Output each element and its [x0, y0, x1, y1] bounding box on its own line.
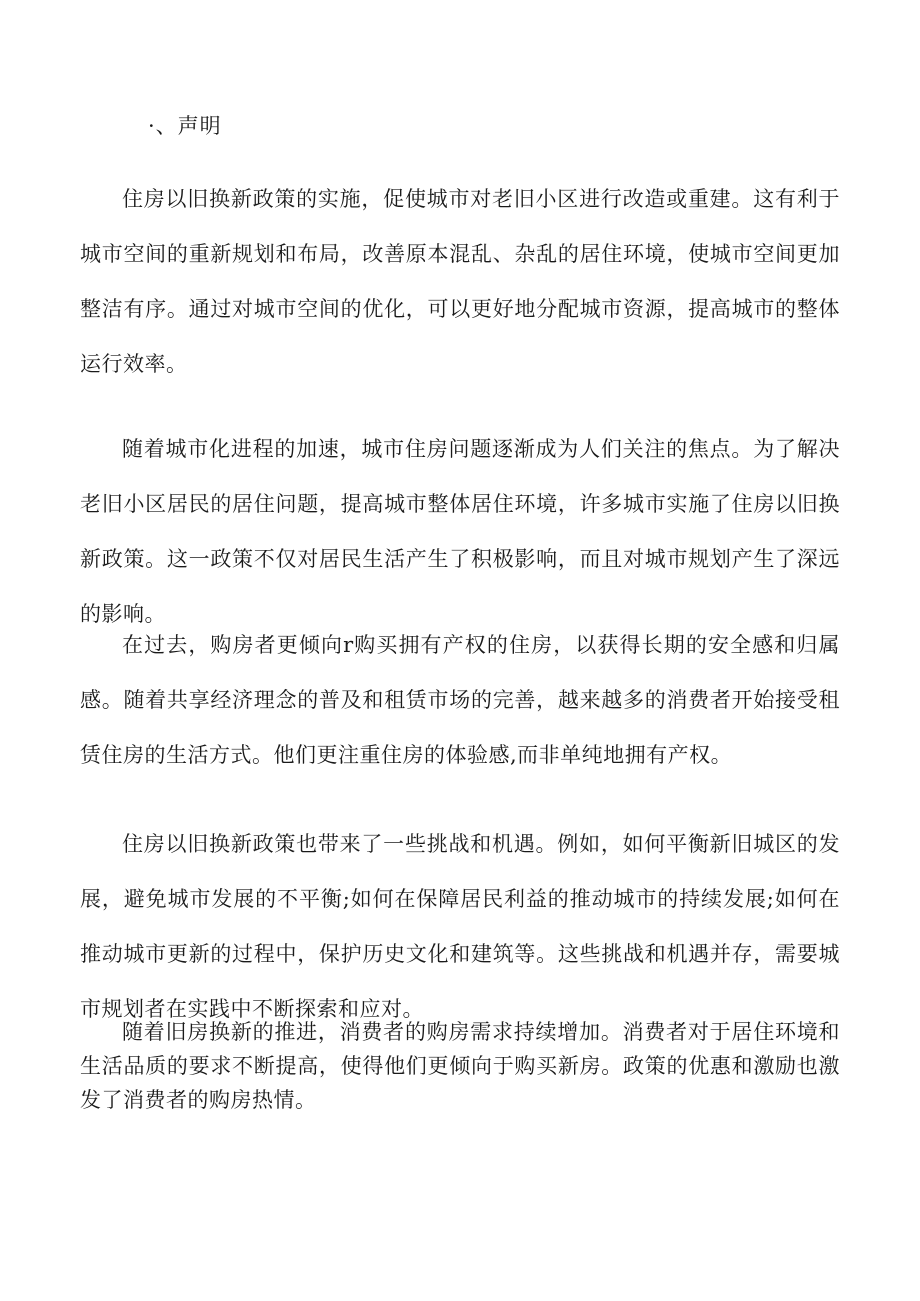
paragraph-4: 住房以旧换新政策也带来了一些挑战和机遇。例如，如何平衡新旧城区的发展，避免城市发展的不平衡;如何在保障居民利益的推动城市的持续发展;如何在推动城市更新的过程中，保护历史文化和建筑等。这些挑战和机遇并存，需要城市规划者在实践中不断探索和应对。 — [80, 832, 840, 1021]
section-heading: ·、声明 — [148, 114, 222, 138]
paragraph-1: 住房以旧换新政策的实施，促使城市对老旧小区进行改造或重建。这有利于城市空间的重新规划和布局，改善原本混乱、杂乱的居住环境，使城市空间更加整洁有序。通过对城市空间的优化，可以更好地分配城市资源，提高城市的整体运行效率。 — [80, 187, 840, 376]
paragraph-5: 随着旧房换新的推进，消费者的购房需求持续增加。消费者对于居住环境和生活品质的要求不断提高，使得他们更倾向于购买新房。政策的优惠和激励也激发了消费者的购房热情。 — [80, 1020, 840, 1112]
paragraph-3: 在过去，购房者更倾向r购买拥有产权的住房，以获得长期的安全感和归属感。随着共享经济理念的普及和租赁市场的完善，越来越多的消费者开始接受租赁住房的生活方式。他们更注重住房的体验感,而非单纯地拥有产权。 — [80, 633, 840, 767]
paragraph-2: 随着城市化进程的加速，城市住房问题逐渐成为人们关注的焦点。为了解决老旧小区居民的居住问题，提高城市整体居住环境，许多城市实施了住房以旧换新政策。这一政策不仅对居民生活产生了积极影响，而且对城市规划产生了深远的影响。 — [80, 437, 840, 626]
